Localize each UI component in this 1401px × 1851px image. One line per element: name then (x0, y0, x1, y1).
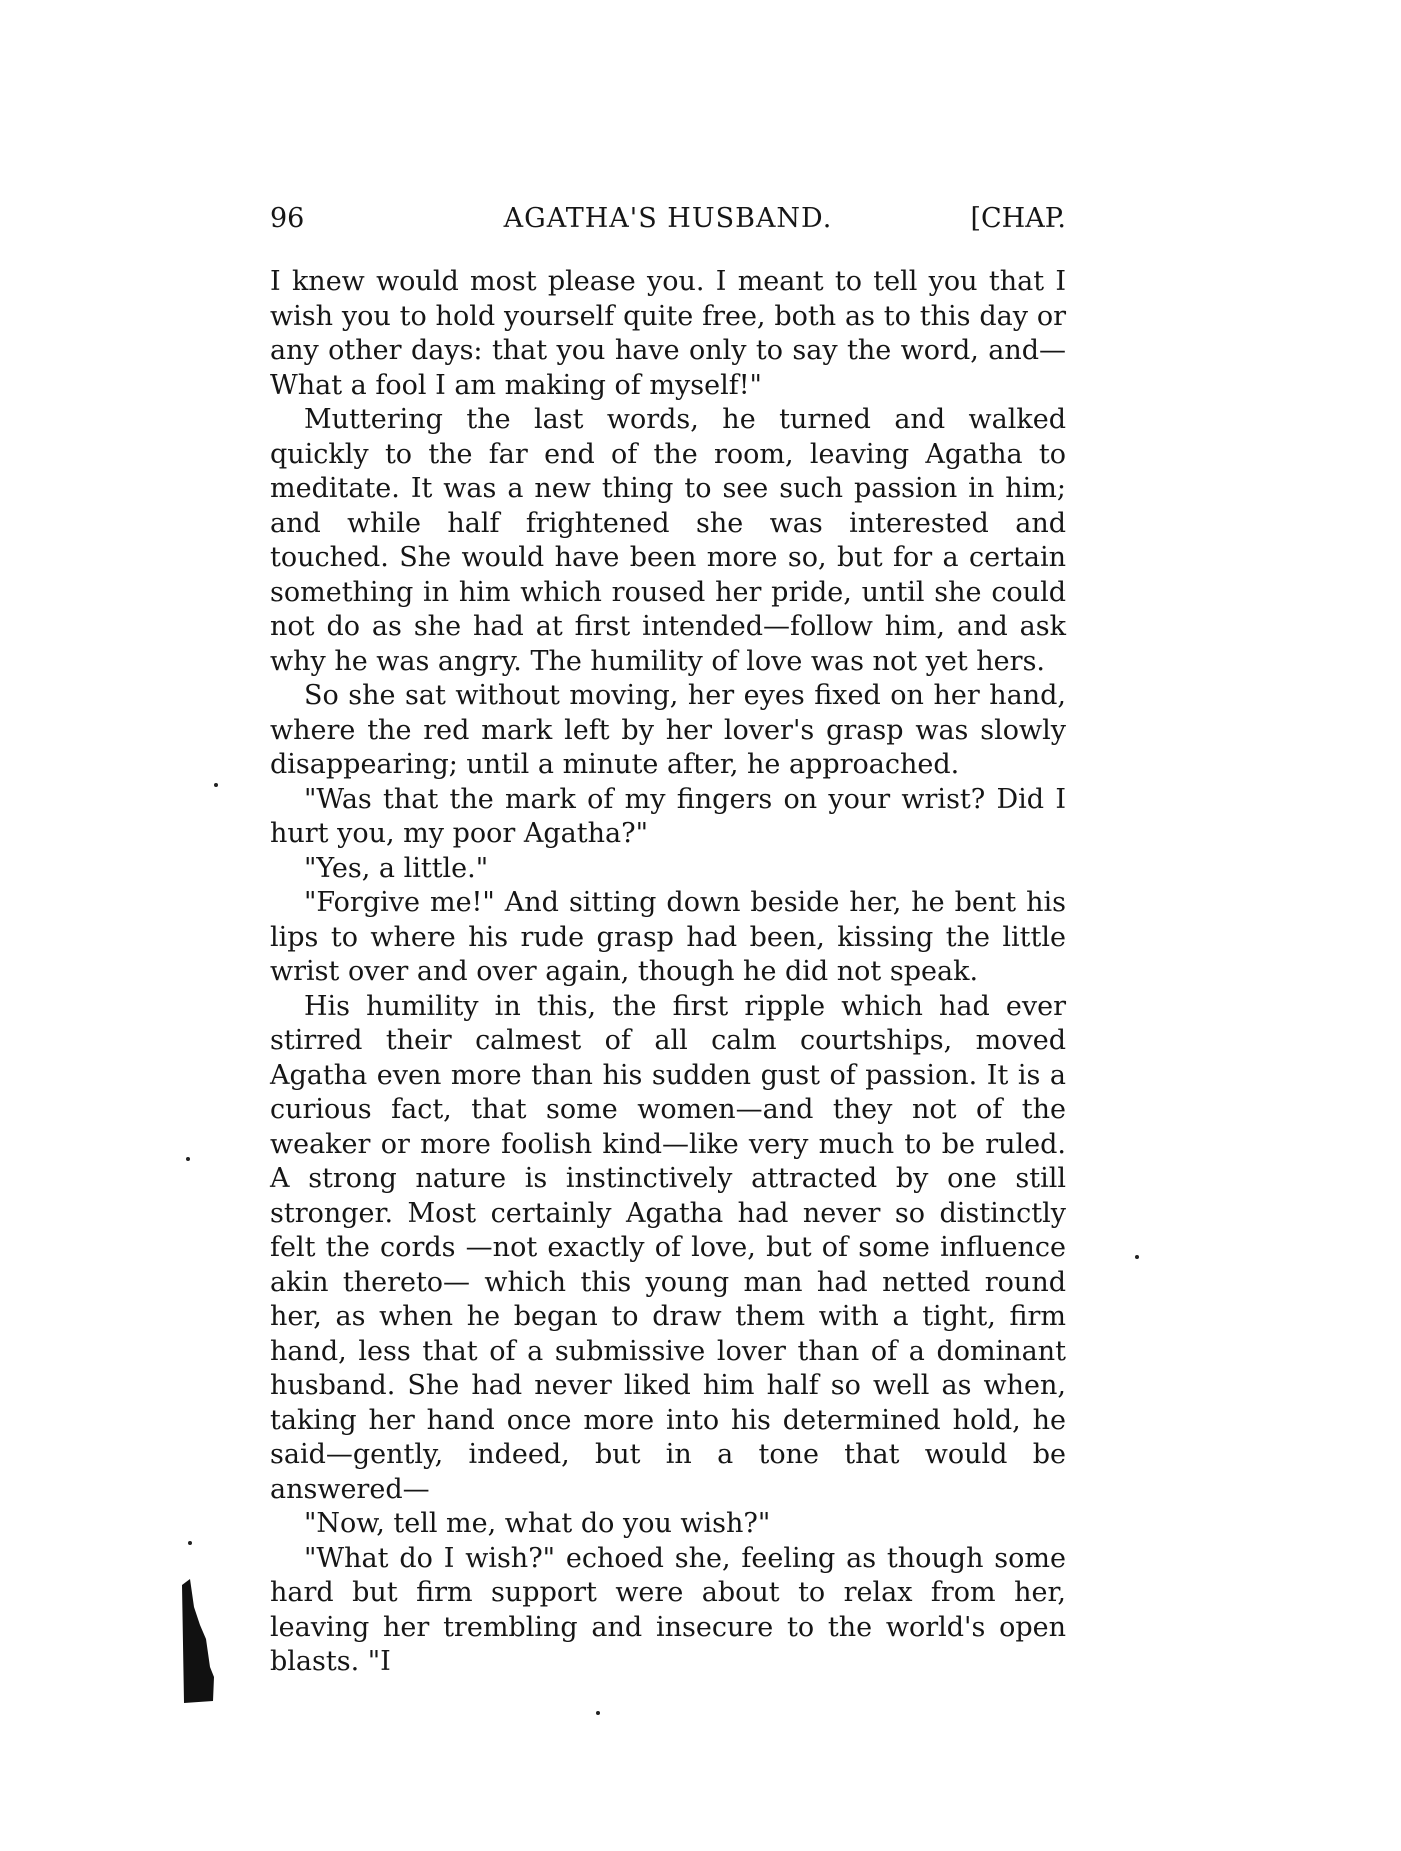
paragraph-3: So she sat without moving, her eyes fixed on her hand, where the red mark left by her lover's grasp was slowly disappearing; until a minute after, he approached. (270, 680, 1066, 780)
scan-speck (1135, 1255, 1139, 1259)
page-header (270, 198, 1066, 240)
paragraph-6: "Forgive me!" And sitting down beside her, he bent his lips to where his rude grasp had been, kissing the little wrist over and over again, though he did not speak. (270, 887, 1066, 987)
page-number: 96 (270, 203, 305, 234)
paragraph-4: "Was that the mark of my fingers on your wrist? Did I hurt you, my poor Agatha?" (270, 783, 1066, 849)
scan-speck (214, 783, 218, 787)
body-text (270, 265, 1066, 1680)
paragraph-2: Muttering the last words, he turned and walked quickly to the far end of the room, leaving Agatha to meditate. It was a new thing to see such passion in him; and while half frightened she was interested and touched. She would have been more so, but for a certain something in him which roused her pride, until she could not do as she had at first intended—follow him, and ask why he was angry. The humility of love was not yet hers. (270, 404, 1066, 677)
scan-speck (188, 1541, 192, 1545)
scan-speck (186, 1157, 190, 1161)
running-title: AGATHA'S HUSBAND. (503, 203, 833, 234)
book-page (270, 198, 1066, 1680)
scan-mark (180, 1577, 218, 1707)
paragraph-8: "Now, tell me, what do you wish?" (304, 1508, 771, 1539)
paragraph-1: I knew would most please you. I meant to tell you that I wish you to hold yourself quite free, both as to this day or any other days: that you have only to say the word, and— What a fool I am making of myself!" (270, 266, 1066, 401)
paragraph-7: His humility in this, the first ripple which had ever stirred their calmest of all calm courtships, moved Agatha even more than his sudden gust of passion. It is a curious fact, that some women—and they not of the weaker or more foolish kind—like very much to be ruled. A strong nature is instinctively attracted by one still stronger. Most certainly Agatha had never so distinctly felt the cords —not exactly of love, but of some influence akin thereto— which this young man had netted round her, as when he began to draw them with a tight, firm hand, less that of a submissive lover than of a dominant husband. She had never liked him half so well as when, taking her hand once more into his determined hold, he said—gently, indeed, but in a tone that would be answered— (270, 990, 1066, 1505)
scan-speck (596, 1711, 600, 1715)
paragraph-9: "What do I wish?" echoed she, feeling as though some hard but firm support were about to relax from her, leaving her trembling and insecure to the world's open blasts. "I (270, 1542, 1066, 1677)
chapter-marker: [CHAP. (970, 203, 1066, 234)
paragraph-5: "Yes, a little." (304, 852, 489, 884)
